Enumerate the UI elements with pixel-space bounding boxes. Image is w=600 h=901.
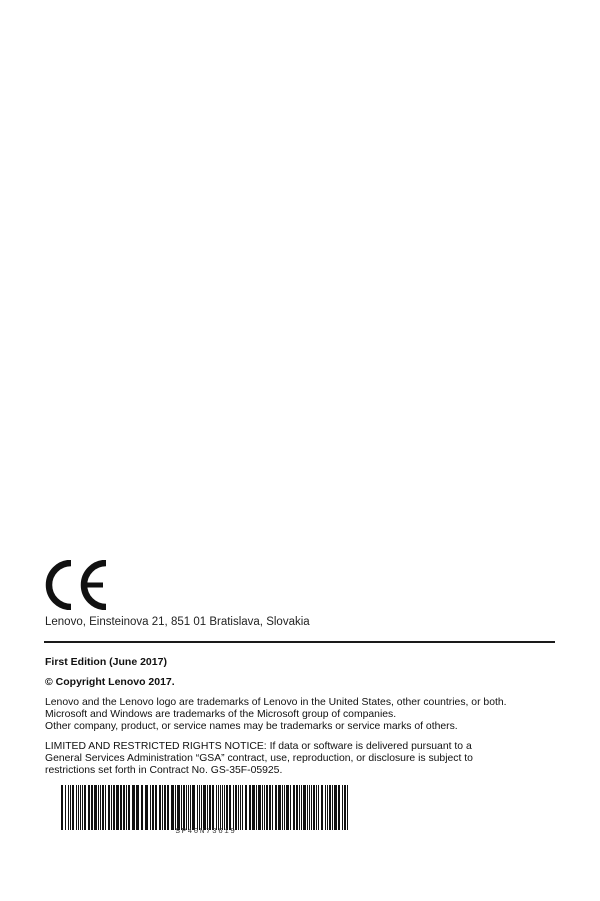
barcode-bar	[177, 785, 180, 830]
barcode-bar	[313, 785, 315, 830]
barcode-bar	[164, 785, 166, 830]
barcode-bar	[78, 785, 79, 830]
barcode-bar	[171, 785, 174, 830]
copyright-statement: © Copyright Lenovo 2017.	[45, 676, 175, 688]
rights-notice-line: LIMITED AND RESTRICTED RIGHTS NOTICE: If data or software is delivered pursuant to a	[45, 741, 472, 752]
divider	[44, 641, 555, 643]
barcode-bar	[290, 785, 291, 830]
barcode-bar	[307, 785, 308, 830]
barcode-bar	[275, 785, 277, 830]
barcode-bar	[325, 785, 326, 830]
barcode-bar	[100, 785, 101, 830]
barcode-bar	[299, 785, 300, 830]
barcode-bar	[136, 785, 139, 830]
barcode-bar	[207, 785, 208, 830]
barcode-bar	[162, 785, 163, 830]
barcode-bar	[72, 785, 74, 830]
barcode-bar	[318, 785, 319, 830]
barcode-bar	[181, 785, 182, 830]
barcode-bar	[338, 785, 340, 830]
barcode-bar	[167, 785, 169, 830]
edition-statement: First Edition (June 2017)	[45, 656, 167, 668]
barcode-bar	[262, 785, 263, 830]
barcode-bar	[229, 785, 231, 830]
barcode-bar	[70, 785, 71, 830]
barcode-bar	[186, 785, 187, 830]
barcode-bar	[272, 785, 273, 830]
barcode-bar	[201, 785, 202, 830]
ce-mark-icon	[44, 560, 110, 610]
barcode-bar	[190, 785, 191, 830]
barcode-bar	[102, 785, 104, 830]
barcode-bar	[226, 785, 228, 830]
barcode-bar	[252, 785, 255, 830]
barcode-bar	[111, 785, 112, 830]
barcode-bar	[235, 785, 237, 830]
barcode-bar	[242, 785, 243, 830]
barcode-bar	[159, 785, 161, 830]
barcode-bar	[105, 785, 106, 830]
barcode-bar	[329, 785, 331, 830]
barcode-bar	[145, 785, 148, 830]
barcode-bar	[309, 785, 310, 830]
barcode-bar	[301, 785, 302, 830]
manufacturer-address: Lenovo, Einsteinova 21, 851 01 Bratislava, Slovakia	[45, 616, 310, 628]
barcode-bar	[278, 785, 281, 830]
barcode-bar	[209, 785, 211, 830]
barcode-bar	[203, 785, 206, 830]
barcode-bar	[216, 785, 217, 830]
barcode-bar	[332, 785, 333, 830]
barcode-bar	[91, 785, 93, 830]
barcode-bar	[284, 785, 285, 830]
barcode-bar	[98, 785, 99, 830]
barcode-bar	[188, 785, 189, 830]
barcode-bar	[199, 785, 200, 830]
barcode-bar	[334, 785, 337, 830]
barcode-bar	[342, 785, 343, 830]
barcode-bar	[132, 785, 135, 830]
barcode-bar	[296, 785, 298, 830]
barcode-bar	[141, 785, 143, 830]
barcode-bar	[150, 785, 151, 830]
barcode-bar	[126, 785, 127, 830]
barcode-bar	[152, 785, 154, 830]
barcode-bar	[116, 785, 119, 830]
barcode-bar	[88, 785, 90, 830]
barcode-bar	[218, 785, 219, 830]
barcode-bar	[282, 785, 283, 830]
barcode-bar	[68, 785, 69, 830]
barcode-bar	[155, 785, 157, 830]
barcode-bar	[347, 785, 348, 830]
barcode-bar	[220, 785, 221, 830]
barcode-number: SP40N73619	[175, 828, 237, 836]
barcode-bar	[321, 785, 323, 830]
barcode-bar	[113, 785, 115, 830]
barcode-bars	[60, 785, 352, 830]
barcode-bar	[82, 785, 83, 830]
rights-notice-line: General Services Administration “GSA” contract, use, reproduction, or disclosure is subject to	[45, 753, 473, 764]
barcode-bar	[80, 785, 81, 830]
barcode-bar	[238, 785, 239, 830]
barcode-bar	[183, 785, 185, 830]
barcode-bar	[233, 785, 234, 830]
barcode-bar	[65, 785, 66, 830]
barcode-bar	[264, 785, 265, 830]
trademark-line: Other company, product, or service names may be trademarks or service marks of others.	[45, 721, 458, 732]
barcode-bar	[266, 785, 268, 830]
barcode-bar	[249, 785, 251, 830]
trademark-notice	[45, 697, 507, 733]
barcode-bar	[256, 785, 257, 830]
rights-notice	[45, 741, 473, 777]
trademark-line: Microsoft and Windows are trademarks of the Microsoft group of companies.	[45, 709, 397, 720]
barcode-bar	[311, 785, 312, 830]
barcode-bar	[120, 785, 122, 830]
barcode-bar	[84, 785, 86, 830]
barcode-bar	[258, 785, 261, 830]
barcode-bar	[293, 785, 295, 830]
barcode-bar	[222, 785, 223, 830]
barcode-bar	[175, 785, 176, 830]
barcode-bar	[269, 785, 271, 830]
barcode-bar	[286, 785, 289, 830]
barcode-bar	[61, 785, 63, 830]
barcode-bar	[224, 785, 225, 830]
barcode-bar	[128, 785, 130, 830]
barcode-bar	[344, 785, 346, 830]
barcode	[60, 785, 352, 837]
rights-notice-line: restrictions set forth in Contract No. GS-35F-05925.	[45, 765, 283, 776]
barcode-bar	[123, 785, 125, 830]
barcode-bar	[240, 785, 241, 830]
barcode-bar	[76, 785, 77, 830]
barcode-bar	[94, 785, 97, 830]
barcode-bar	[245, 785, 247, 830]
barcode-bar	[192, 785, 195, 830]
barcode-bar	[316, 785, 317, 830]
barcode-bar	[327, 785, 328, 830]
barcode-bar	[197, 785, 198, 830]
barcode-bar	[108, 785, 110, 830]
barcode-bar	[303, 785, 306, 830]
barcode-bar	[212, 785, 214, 830]
trademark-line: Lenovo and the Lenovo logo are trademarks of Lenovo in the United States, other countries, or both.	[45, 697, 507, 708]
